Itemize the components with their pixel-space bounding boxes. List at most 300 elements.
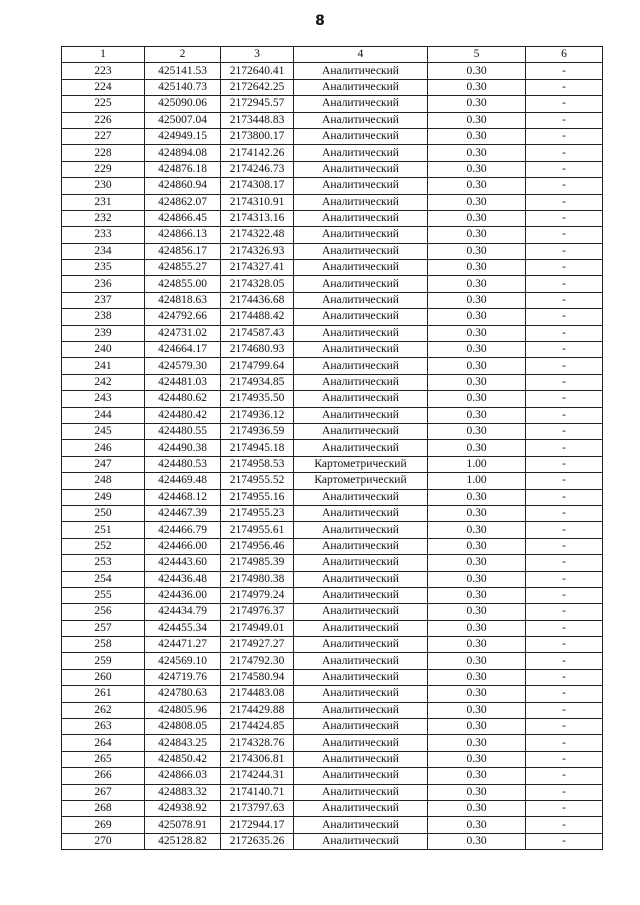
y-coordinate-cell: 2172635.26 [221, 833, 294, 849]
table-row [62, 456, 603, 472]
x-coordinate-cell: 425078.91 [145, 817, 221, 833]
note-cell: - [526, 768, 603, 784]
table-row [62, 63, 603, 79]
table-row [62, 505, 603, 521]
y-coordinate-cell: 2174306.81 [221, 751, 294, 767]
table-row [62, 522, 603, 538]
note-cell: - [526, 800, 603, 816]
table-row [62, 358, 603, 374]
method-cell: Аналитический [294, 522, 428, 538]
point-number-cell: 269 [62, 817, 145, 833]
y-coordinate-cell: 2174488.42 [221, 309, 294, 325]
x-coordinate-cell: 424480.55 [145, 423, 221, 439]
accuracy-cell: 0.30 [428, 522, 526, 538]
note-cell: - [526, 669, 603, 685]
note-cell: - [526, 391, 603, 407]
accuracy-cell: 0.30 [428, 325, 526, 341]
point-number-cell: 261 [62, 686, 145, 702]
note-cell: - [526, 325, 603, 341]
table-row [62, 473, 603, 489]
y-coordinate-cell: 2174580.94 [221, 669, 294, 685]
point-number-cell: 250 [62, 505, 145, 521]
x-coordinate-cell: 424467.39 [145, 505, 221, 521]
y-coordinate-cell: 2174328.05 [221, 276, 294, 292]
method-cell: Аналитический [294, 342, 428, 358]
method-cell: Аналитический [294, 637, 428, 653]
x-coordinate-cell: 424780.63 [145, 686, 221, 702]
table-row [62, 833, 603, 849]
x-coordinate-cell: 424876.18 [145, 161, 221, 177]
accuracy-cell: 0.30 [428, 374, 526, 390]
accuracy-cell: 0.30 [428, 161, 526, 177]
note-cell: - [526, 440, 603, 456]
accuracy-cell: 0.30 [428, 391, 526, 407]
y-coordinate-cell: 2174985.39 [221, 555, 294, 571]
header-row [62, 47, 603, 63]
note-cell: - [526, 604, 603, 620]
method-cell: Аналитический [294, 489, 428, 505]
table-row [62, 227, 603, 243]
x-coordinate-cell: 424856.17 [145, 243, 221, 259]
table-row [62, 768, 603, 784]
y-coordinate-cell: 2174980.38 [221, 571, 294, 587]
accuracy-cell: 0.30 [428, 669, 526, 685]
accuracy-cell: 0.30 [428, 112, 526, 128]
accuracy-cell: 0.30 [428, 128, 526, 144]
method-cell: Аналитический [294, 407, 428, 423]
method-cell: Аналитический [294, 604, 428, 620]
note-cell: - [526, 423, 603, 439]
accuracy-cell: 0.30 [428, 309, 526, 325]
table-row [62, 325, 603, 341]
method-cell: Аналитический [294, 210, 428, 226]
note-cell: - [526, 637, 603, 653]
note-cell: - [526, 342, 603, 358]
header-cell-1: 1 [62, 47, 145, 63]
table-row [62, 555, 603, 571]
x-coordinate-cell: 424792.66 [145, 309, 221, 325]
point-number-cell: 238 [62, 309, 145, 325]
y-coordinate-cell: 2174310.91 [221, 194, 294, 210]
table-row [62, 178, 603, 194]
table-row [62, 342, 603, 358]
table-row [62, 391, 603, 407]
note-cell: - [526, 128, 603, 144]
y-coordinate-cell: 2174935.50 [221, 391, 294, 407]
table-row [62, 440, 603, 456]
accuracy-cell: 0.30 [428, 79, 526, 95]
y-coordinate-cell: 2174308.17 [221, 178, 294, 194]
method-cell: Аналитический [294, 620, 428, 636]
y-coordinate-cell: 2174244.31 [221, 768, 294, 784]
point-number-cell: 266 [62, 768, 145, 784]
x-coordinate-cell: 424850.42 [145, 751, 221, 767]
point-number-cell: 251 [62, 522, 145, 538]
method-cell: Аналитический [294, 833, 428, 849]
table-row [62, 243, 603, 259]
note-cell: - [526, 243, 603, 259]
y-coordinate-cell: 2174587.43 [221, 325, 294, 341]
point-number-cell: 235 [62, 260, 145, 276]
note-cell: - [526, 161, 603, 177]
point-number-cell: 268 [62, 800, 145, 816]
x-coordinate-cell: 424894.08 [145, 145, 221, 161]
point-number-cell: 226 [62, 112, 145, 128]
note-cell: - [526, 210, 603, 226]
point-number-cell: 230 [62, 178, 145, 194]
table-row [62, 587, 603, 603]
x-coordinate-cell: 424805.96 [145, 702, 221, 718]
point-number-cell: 228 [62, 145, 145, 161]
note-cell: - [526, 260, 603, 276]
y-coordinate-cell: 2174429.88 [221, 702, 294, 718]
x-coordinate-cell: 424490.38 [145, 440, 221, 456]
x-coordinate-cell: 424664.17 [145, 342, 221, 358]
x-coordinate-cell: 424808.05 [145, 719, 221, 735]
point-number-cell: 240 [62, 342, 145, 358]
method-cell: Аналитический [294, 243, 428, 259]
method-cell: Аналитический [294, 194, 428, 210]
x-coordinate-cell: 424480.62 [145, 391, 221, 407]
point-number-cell: 233 [62, 227, 145, 243]
accuracy-cell: 0.30 [428, 538, 526, 554]
table-row [62, 96, 603, 112]
accuracy-cell: 0.30 [428, 63, 526, 79]
y-coordinate-cell: 2174949.01 [221, 620, 294, 636]
method-cell: Аналитический [294, 735, 428, 751]
point-number-cell: 258 [62, 637, 145, 653]
note-cell: - [526, 784, 603, 800]
x-coordinate-cell: 424481.03 [145, 374, 221, 390]
table-row [62, 374, 603, 390]
point-number-cell: 231 [62, 194, 145, 210]
x-coordinate-cell: 424443.60 [145, 555, 221, 571]
x-coordinate-cell: 424480.53 [145, 456, 221, 472]
x-coordinate-cell: 424569.10 [145, 653, 221, 669]
header-cell-4: 4 [294, 47, 428, 63]
method-cell: Аналитический [294, 784, 428, 800]
y-coordinate-cell: 2174976.37 [221, 604, 294, 620]
table-row [62, 604, 603, 620]
accuracy-cell: 0.30 [428, 620, 526, 636]
x-coordinate-cell: 424866.13 [145, 227, 221, 243]
x-coordinate-cell: 424471.27 [145, 637, 221, 653]
x-coordinate-cell: 424455.34 [145, 620, 221, 636]
x-coordinate-cell: 424468.12 [145, 489, 221, 505]
y-coordinate-cell: 2173448.83 [221, 112, 294, 128]
point-number-cell: 247 [62, 456, 145, 472]
accuracy-cell: 0.30 [428, 817, 526, 833]
method-cell: Аналитический [294, 751, 428, 767]
accuracy-cell: 0.30 [428, 276, 526, 292]
accuracy-cell: 0.30 [428, 292, 526, 308]
table-header [62, 47, 603, 63]
method-cell: Аналитический [294, 538, 428, 554]
header-cell-6: 6 [526, 47, 603, 63]
point-number-cell: 264 [62, 735, 145, 751]
method-cell: Картометрический [294, 456, 428, 472]
table-row [62, 719, 603, 735]
x-coordinate-cell: 424883.32 [145, 784, 221, 800]
point-number-cell: 245 [62, 423, 145, 439]
y-coordinate-cell: 2174322.48 [221, 227, 294, 243]
accuracy-cell: 1.00 [428, 456, 526, 472]
method-cell: Аналитический [294, 587, 428, 603]
note-cell: - [526, 587, 603, 603]
accuracy-cell: 0.30 [428, 96, 526, 112]
note-cell: - [526, 112, 603, 128]
x-coordinate-cell: 424731.02 [145, 325, 221, 341]
accuracy-cell: 0.30 [428, 194, 526, 210]
accuracy-cell: 0.30 [428, 489, 526, 505]
note-cell: - [526, 702, 603, 718]
accuracy-cell: 0.30 [428, 358, 526, 374]
point-number-cell: 248 [62, 473, 145, 489]
y-coordinate-cell: 2174424.85 [221, 719, 294, 735]
method-cell: Аналитический [294, 669, 428, 685]
method-cell: Аналитический [294, 112, 428, 128]
accuracy-cell: 0.30 [428, 260, 526, 276]
accuracy-cell: 0.30 [428, 555, 526, 571]
table-row [62, 210, 603, 226]
y-coordinate-cell: 2174955.52 [221, 473, 294, 489]
note-cell: - [526, 292, 603, 308]
x-coordinate-cell: 424862.07 [145, 194, 221, 210]
y-coordinate-cell: 2174945.18 [221, 440, 294, 456]
x-coordinate-cell: 424466.79 [145, 522, 221, 538]
accuracy-cell: 0.30 [428, 423, 526, 439]
x-coordinate-cell: 424949.15 [145, 128, 221, 144]
note-cell: - [526, 194, 603, 210]
table-row [62, 800, 603, 816]
note-cell: - [526, 407, 603, 423]
note-cell: - [526, 79, 603, 95]
x-coordinate-cell: 424466.00 [145, 538, 221, 554]
accuracy-cell: 0.30 [428, 784, 526, 800]
table-row [62, 128, 603, 144]
note-cell: - [526, 719, 603, 735]
header-cell-2: 2 [145, 47, 221, 63]
method-cell: Аналитический [294, 391, 428, 407]
accuracy-cell: 0.30 [428, 210, 526, 226]
note-cell: - [526, 358, 603, 374]
point-number-cell: 225 [62, 96, 145, 112]
accuracy-cell: 0.30 [428, 243, 526, 259]
method-cell: Аналитический [294, 571, 428, 587]
table-row [62, 145, 603, 161]
y-coordinate-cell: 2174958.53 [221, 456, 294, 472]
method-cell: Аналитический [294, 768, 428, 784]
note-cell: - [526, 620, 603, 636]
x-coordinate-cell: 425128.82 [145, 833, 221, 849]
y-coordinate-cell: 2174680.93 [221, 342, 294, 358]
x-coordinate-cell: 424866.45 [145, 210, 221, 226]
x-coordinate-cell: 424434.79 [145, 604, 221, 620]
x-coordinate-cell: 424866.03 [145, 768, 221, 784]
method-cell: Аналитический [294, 653, 428, 669]
method-cell: Аналитический [294, 325, 428, 341]
method-cell: Картометрический [294, 473, 428, 489]
accuracy-cell: 0.30 [428, 407, 526, 423]
y-coordinate-cell: 2174955.61 [221, 522, 294, 538]
point-number-cell: 246 [62, 440, 145, 456]
method-cell: Аналитический [294, 79, 428, 95]
note-cell: - [526, 522, 603, 538]
note-cell: - [526, 751, 603, 767]
x-coordinate-cell: 424469.48 [145, 473, 221, 489]
method-cell: Аналитический [294, 702, 428, 718]
point-number-cell: 223 [62, 63, 145, 79]
y-coordinate-cell: 2174934.85 [221, 374, 294, 390]
header-cell-3: 3 [221, 47, 294, 63]
accuracy-cell: 0.30 [428, 178, 526, 194]
point-number-cell: 243 [62, 391, 145, 407]
method-cell: Аналитический [294, 63, 428, 79]
note-cell: - [526, 555, 603, 571]
table-row [62, 423, 603, 439]
point-number-cell: 257 [62, 620, 145, 636]
accuracy-cell: 0.30 [428, 145, 526, 161]
method-cell: Аналитический [294, 505, 428, 521]
table-row [62, 620, 603, 636]
coordinates-table [61, 46, 603, 850]
table-row [62, 112, 603, 128]
x-coordinate-cell: 425140.73 [145, 79, 221, 95]
note-cell: - [526, 538, 603, 554]
y-coordinate-cell: 2174246.73 [221, 161, 294, 177]
table-row [62, 669, 603, 685]
note-cell: - [526, 489, 603, 505]
note-cell: - [526, 276, 603, 292]
point-number-cell: 242 [62, 374, 145, 390]
point-number-cell: 234 [62, 243, 145, 259]
x-coordinate-cell: 425141.53 [145, 63, 221, 79]
page-number: 8 [315, 13, 325, 29]
y-coordinate-cell: 2174979.24 [221, 587, 294, 603]
accuracy-cell: 0.30 [428, 751, 526, 767]
table-row [62, 260, 603, 276]
point-number-cell: 259 [62, 653, 145, 669]
method-cell: Аналитический [294, 178, 428, 194]
table-row [62, 407, 603, 423]
table-row [62, 309, 603, 325]
accuracy-cell: 0.30 [428, 587, 526, 603]
note-cell: - [526, 817, 603, 833]
note-cell: - [526, 686, 603, 702]
note-cell: - [526, 145, 603, 161]
y-coordinate-cell: 2172642.25 [221, 79, 294, 95]
accuracy-cell: 0.30 [428, 800, 526, 816]
method-cell: Аналитический [294, 128, 428, 144]
x-coordinate-cell: 424480.42 [145, 407, 221, 423]
point-number-cell: 255 [62, 587, 145, 603]
method-cell: Аналитический [294, 374, 428, 390]
method-cell: Аналитический [294, 719, 428, 735]
note-cell: - [526, 96, 603, 112]
point-number-cell: 252 [62, 538, 145, 554]
y-coordinate-cell: 2174327.41 [221, 260, 294, 276]
point-number-cell: 262 [62, 702, 145, 718]
note-cell: - [526, 653, 603, 669]
note-cell: - [526, 735, 603, 751]
accuracy-cell: 0.30 [428, 702, 526, 718]
method-cell: Аналитический [294, 440, 428, 456]
method-cell: Аналитический [294, 309, 428, 325]
y-coordinate-cell: 2174956.46 [221, 538, 294, 554]
x-coordinate-cell: 425007.04 [145, 112, 221, 128]
point-number-cell: 256 [62, 604, 145, 620]
point-number-cell: 254 [62, 571, 145, 587]
x-coordinate-cell: 424719.76 [145, 669, 221, 685]
point-number-cell: 267 [62, 784, 145, 800]
table-row [62, 686, 603, 702]
y-coordinate-cell: 2172945.57 [221, 96, 294, 112]
table-row [62, 276, 603, 292]
method-cell: Аналитический [294, 276, 428, 292]
x-coordinate-cell: 424843.25 [145, 735, 221, 751]
y-coordinate-cell: 2174483.08 [221, 686, 294, 702]
y-coordinate-cell: 2173800.17 [221, 128, 294, 144]
table-row [62, 292, 603, 308]
note-cell: - [526, 473, 603, 489]
x-coordinate-cell: 424436.00 [145, 587, 221, 603]
table-row [62, 637, 603, 653]
method-cell: Аналитический [294, 145, 428, 161]
point-number-cell: 237 [62, 292, 145, 308]
y-coordinate-cell: 2174436.68 [221, 292, 294, 308]
method-cell: Аналитический [294, 227, 428, 243]
header-cell-5: 5 [428, 47, 526, 63]
point-number-cell: 239 [62, 325, 145, 341]
method-cell: Аналитический [294, 292, 428, 308]
y-coordinate-cell: 2174936.59 [221, 423, 294, 439]
x-coordinate-cell: 424436.48 [145, 571, 221, 587]
x-coordinate-cell: 424855.27 [145, 260, 221, 276]
point-number-cell: 232 [62, 210, 145, 226]
note-cell: - [526, 505, 603, 521]
y-coordinate-cell: 2174927.27 [221, 637, 294, 653]
point-number-cell: 236 [62, 276, 145, 292]
accuracy-cell: 1.00 [428, 473, 526, 489]
accuracy-cell: 0.30 [428, 686, 526, 702]
method-cell: Аналитический [294, 423, 428, 439]
table-row [62, 817, 603, 833]
table-row [62, 751, 603, 767]
point-number-cell: 229 [62, 161, 145, 177]
accuracy-cell: 0.30 [428, 833, 526, 849]
y-coordinate-cell: 2174326.93 [221, 243, 294, 259]
accuracy-cell: 0.30 [428, 735, 526, 751]
method-cell: Аналитический [294, 96, 428, 112]
x-coordinate-cell: 424579.30 [145, 358, 221, 374]
method-cell: Аналитический [294, 800, 428, 816]
accuracy-cell: 0.30 [428, 505, 526, 521]
x-coordinate-cell: 424860.94 [145, 178, 221, 194]
table-row [62, 784, 603, 800]
y-coordinate-cell: 2174936.12 [221, 407, 294, 423]
table-row [62, 735, 603, 751]
x-coordinate-cell: 425090.06 [145, 96, 221, 112]
accuracy-cell: 0.30 [428, 342, 526, 358]
y-coordinate-cell: 2174955.23 [221, 505, 294, 521]
table-row [62, 489, 603, 505]
accuracy-cell: 0.30 [428, 768, 526, 784]
point-number-cell: 260 [62, 669, 145, 685]
note-cell: - [526, 309, 603, 325]
note-cell: - [526, 178, 603, 194]
table-row [62, 79, 603, 95]
point-number-cell: 227 [62, 128, 145, 144]
